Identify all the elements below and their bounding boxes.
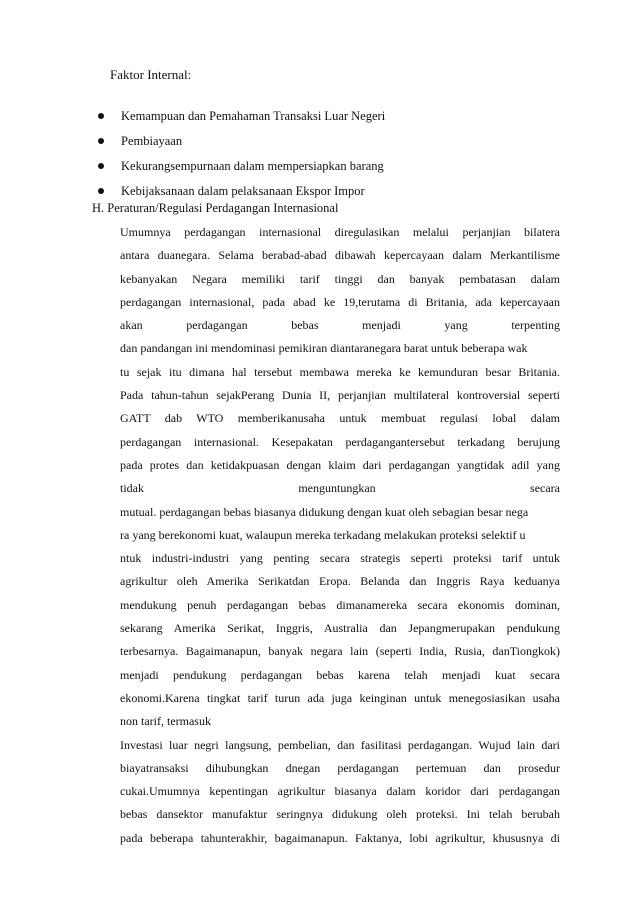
body-line: menjadi pendukung perdagangan bebas karena telah menjadi kuat secara xyxy=(120,667,560,682)
body-line: dan pandangan ini mendominasi pemikiran diantaranegara barat untuk beberapa wak xyxy=(120,341,528,356)
body-line: tu sejak itu dimana hal tersebut membawa mereka ke kemunduran besar Britania. xyxy=(120,364,560,379)
bullet-text: Kemampuan dan Pemahaman Transaksi Luar Negeri xyxy=(121,109,386,123)
bullet-dot-icon xyxy=(98,138,104,144)
body-line: Investasi luar negri langsung, pembelian, dan fasilitasi perdagangan. Wujud lain dari xyxy=(120,737,560,752)
body-line: ra yang berekonomi kuat, walaupun mereka terkadang melakukan proteksi selektif u xyxy=(120,527,526,542)
body-line: antara duanegara. Selama berabad-abad dibawah kepercayaan dalam Merkantilisme xyxy=(120,248,560,263)
body-line: perdagangan internasional, pada abad ke 19,terutama di Britania, ada kepercayaan xyxy=(120,294,560,309)
body-line: agrikultur oleh Amerika Serikatdan Eropa. Belanda dan Inggris Raya keduanya xyxy=(120,574,560,589)
bullet-item xyxy=(96,133,385,158)
body-line: pada protes dan ketidakpuasan dengan klaim dari perdagangan yangtidak adil yang xyxy=(120,457,560,472)
bullet-text: Pembiayaan xyxy=(121,134,183,148)
body-line: tidak menguntungkan secara xyxy=(120,481,560,496)
body-line: kebanyakan Negara memiliki tarif tinggi dan banyak pembatasan dalam xyxy=(120,271,560,286)
bullet-item xyxy=(96,108,385,133)
bullet-dot-icon xyxy=(98,188,104,194)
body-line: mendukung penuh perdagangan bebas dimanamereka secara ekonomis dominan, xyxy=(120,597,560,612)
section-title: H. Peraturan/Regulasi Perdagangan Internasional xyxy=(92,201,339,215)
body-line: bebas dansektor manufaktur seringnya didukung oleh proteksi. Ini telah berubah xyxy=(120,807,560,822)
body-line: ekonomi.Karena tingkat tarif turun ada juga keinginan untuk menegosiasikan usaha xyxy=(120,690,560,705)
bullet-dot-icon xyxy=(98,113,104,119)
body-line: sekarang Amerika Serikat, Inggris, Australia dan Jepangmerupakan pendukung xyxy=(120,621,560,636)
body-line: Umumnya perdagangan internasional diregulasikan melalui perjanjian bilatera xyxy=(120,225,560,239)
heading-faktor-internal: Faktor Internal: xyxy=(110,67,192,82)
body-line: cukai.Umumnya kepentingan agrikultur biasanya dalam koridor dari perdagangan xyxy=(120,784,560,799)
body-line: terbesarnya. Bagaimanapun, banyak negara lain (seperti India, Rusia, danTiongkok) xyxy=(120,644,560,659)
body-line: biayatransaksi dihubungkan dnegan perdagangan pertemuan dan prosedur xyxy=(120,760,560,775)
body-line: pada beberapa tahunterakhir, bagaimanapun. Faktanya, lobi agrikultur, khususnya di xyxy=(120,830,560,845)
body-line: non tarif, termasuk xyxy=(120,714,211,729)
body-line: ntuk industri-industri yang penting secara strategis seperti proteksi tarif untuk xyxy=(120,551,560,566)
bullet-text: Kekurangsempurnaan dalam mempersiapkan barang xyxy=(121,159,384,173)
bullet-item xyxy=(96,158,385,183)
body-text xyxy=(120,224,560,853)
body-line: perdagangan internasional. Kesepakatan perdagangantersebut terkadang berujung xyxy=(120,434,560,449)
body-line: Pada tahun-tahun sejakPerang Dunia II, perjanjian multilateral kontroversial seperti xyxy=(120,388,560,403)
bullet-list xyxy=(96,108,385,208)
bullet-text: Kebijaksanaan dalam pelaksanaan Ekspor Impor xyxy=(121,184,365,198)
bullet-dot-icon xyxy=(98,163,104,169)
body-line: akan perdagangan bebas menjadi yang terpenting xyxy=(120,318,560,333)
body-line: GATT dab WTO memberikanusaha untuk membuat regulasi lobal dalam xyxy=(120,411,560,426)
body-line: mutual. perdagangan bebas biasanya didukung dengan kuat oleh sebagian besar nega xyxy=(120,504,529,519)
